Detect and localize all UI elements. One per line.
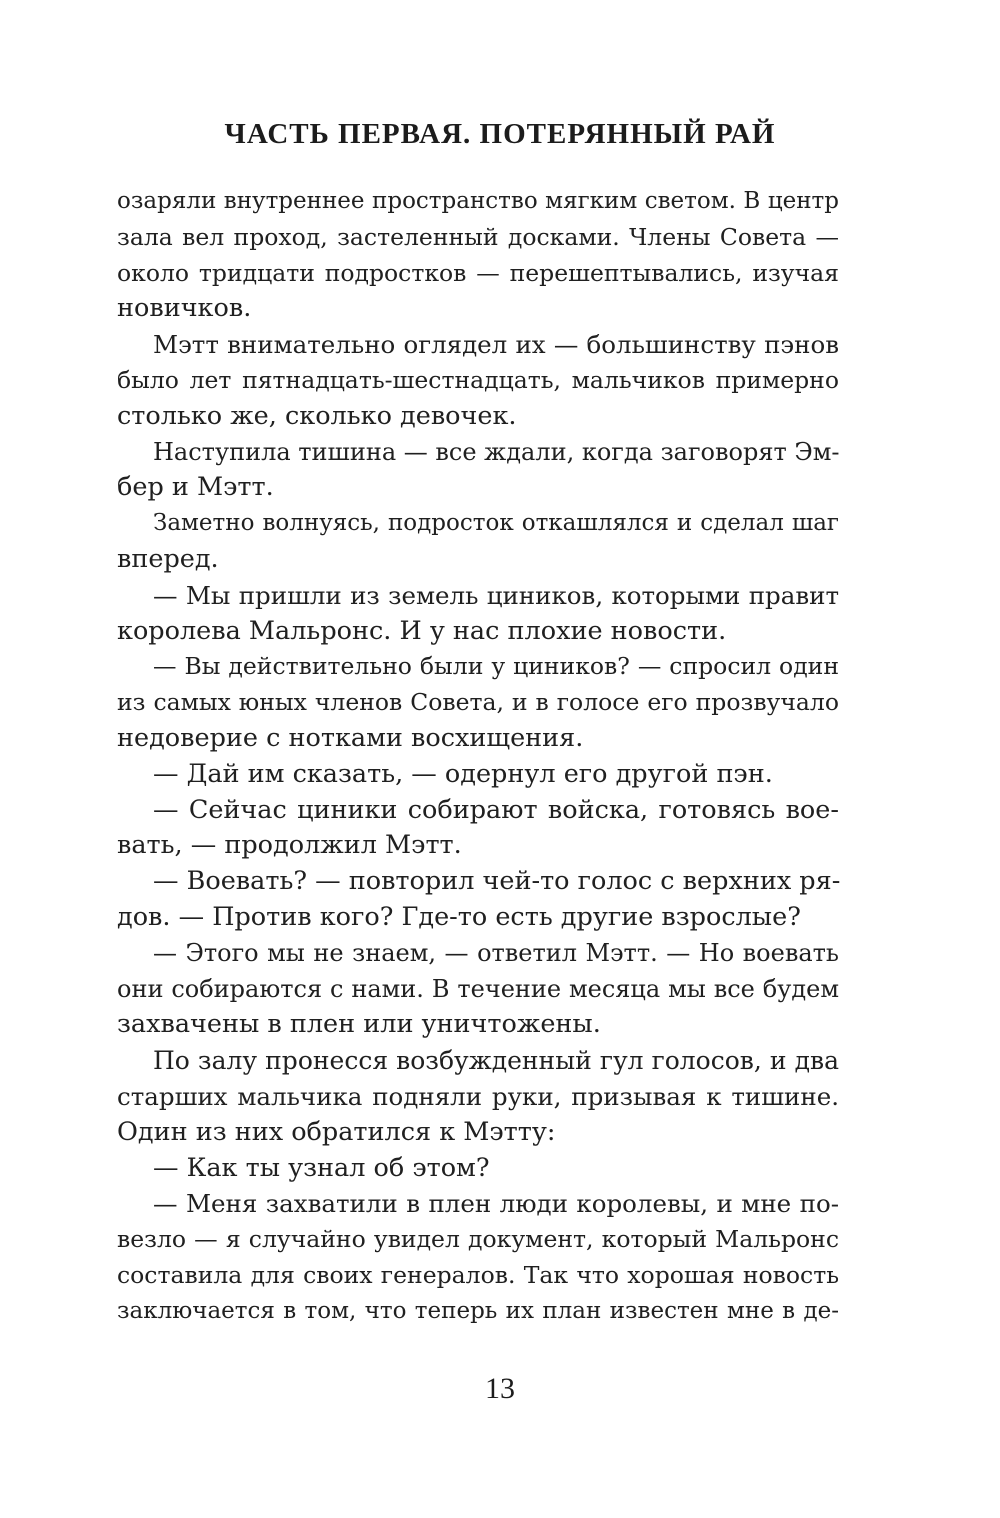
text-line: — Мы пришли из земель циников, которыми правит	[153, 580, 839, 610]
text-line: старших мальчика подняли руки, призывая к тишине.	[117, 1081, 839, 1111]
text-line: По залу пронесся возбужденный гул голосов, и два	[153, 1046, 839, 1076]
text-line: — Вы действительно были у циников? — спросил один	[153, 652, 839, 681]
text-line: Наступила тишина — все ждали, когда заговорят Эм-	[153, 437, 840, 466]
text-line: они собираются с нами. В течение месяца мы все будем	[117, 974, 839, 1003]
text-line: из самых юных членов Совета, и в голосе его прозвучало	[117, 688, 839, 717]
text-line: недоверие с нотками восхищения.	[117, 722, 584, 753]
text-line: — Дай им сказать, — одернул его другой пэн.	[153, 758, 773, 789]
text-line: — Сейчас циники собирают войска, готовясь вое-	[153, 794, 839, 825]
page-number: 13	[485, 1372, 515, 1405]
text-line: зала вел проход, застеленный досками. Члены Совета —	[117, 222, 839, 251]
text-line: везло — я случайно увидел документ, который Мальронс	[117, 1225, 839, 1254]
text-line: новичков.	[117, 293, 252, 324]
body-text	[117, 184, 839, 1330]
text-line: — Меня захватили в плен люди королевы, и мне по-	[153, 1189, 839, 1219]
text-line: — Как ты узнал об этом?	[153, 1152, 490, 1183]
text-line: Один из них обратился к Мэтту:	[117, 1116, 556, 1147]
text-line: озаряли внутреннее пространство мягким светом. В центр	[117, 188, 839, 214]
text-line: — Этого мы не знаем, — ответил Мэтт. — Но воевать	[153, 938, 839, 967]
text-line: около тридцати подростков — перешептывались, изучая	[117, 258, 839, 287]
running-head: ЧАСТЬ ПЕРВАЯ. ПОТЕРЯННЫЙ РАЙ	[224, 118, 776, 150]
text-line: составила для своих генералов. Так что хорошая новость	[117, 1260, 839, 1289]
text-line: вать, — продолжил Мэтт.	[117, 830, 462, 861]
text-line: было лет пятнадцать-шестнадцать, мальчиков примерно	[117, 365, 839, 394]
text-line: заключается в том, что теперь их план известен мне в де-	[117, 1297, 839, 1324]
text-line: Мэтт внимательно оглядел их — большинству пэнов	[153, 330, 839, 360]
text-line: бер и Мэтт.	[117, 472, 274, 503]
text-line: столько же, сколько девочек.	[117, 400, 517, 431]
text-line: вперед.	[117, 543, 219, 574]
text-line: захвачены в плен или уничтожены.	[117, 1009, 601, 1040]
text-line: дов. — Против кого? Где-то есть другие взрослые?	[117, 901, 801, 932]
text-line: — Воевать? — повторил чей-то голос с верхних ря-	[153, 866, 841, 897]
text-line: Заметно волнуясь, подросток откашлялся и сделал шаг	[153, 510, 839, 537]
text-line: королева Мальронс. И у нас плохие новости.	[117, 615, 727, 646]
